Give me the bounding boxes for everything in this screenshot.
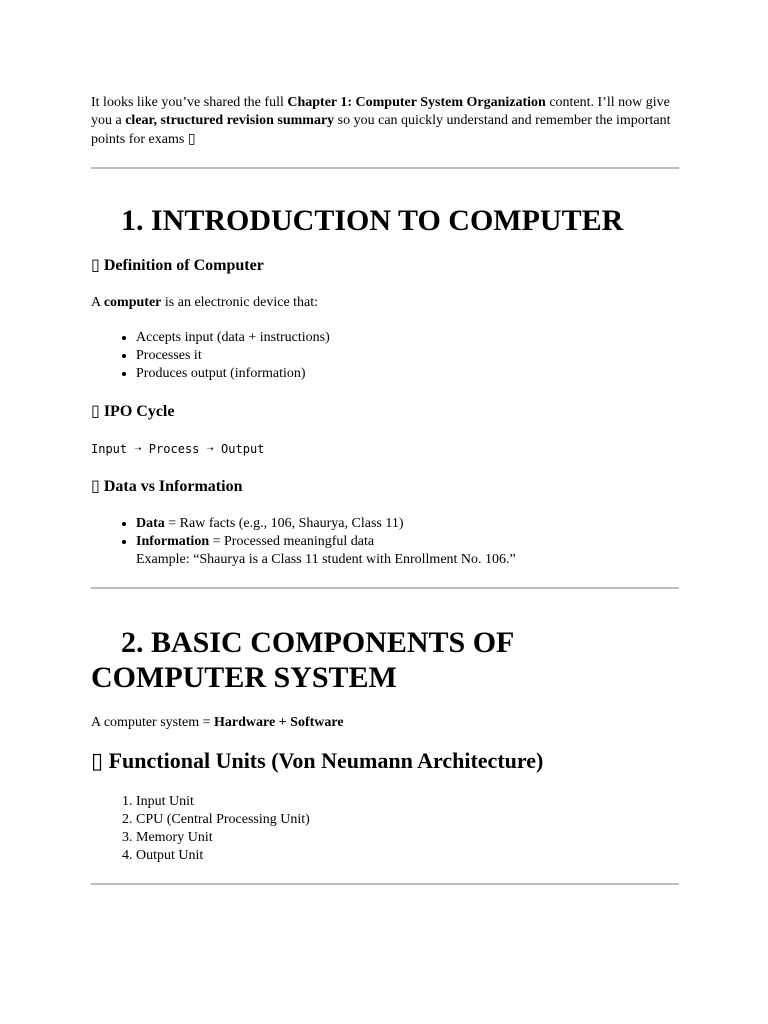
data-label: Data bbox=[136, 516, 165, 531]
information-label: Information bbox=[136, 534, 210, 549]
list-item bbox=[136, 533, 679, 569]
section-1-heading bbox=[91, 203, 679, 238]
list-item: 2. CPU (Central Processing Unit) bbox=[136, 811, 679, 829]
list-item: • Produces output (information) bbox=[136, 365, 679, 383]
data-vs-information-heading-text: Data vs Information bbox=[103, 478, 243, 495]
list-item: • Accepts input (data + instructions) bbox=[136, 329, 679, 347]
section-divider bbox=[91, 587, 679, 589]
intro-chapter-title: Chapter 1: Computer System Organization bbox=[287, 95, 546, 110]
list-item: 3. Memory Unit bbox=[136, 829, 679, 847]
emoji-placeholder-icon: ▯ bbox=[91, 401, 100, 420]
ipo-flow: Input ➝ Process ➝ Output bbox=[91, 442, 265, 456]
section-divider bbox=[91, 883, 679, 885]
intro-paragraph bbox=[91, 94, 679, 149]
equation-text: A computer system = bbox=[91, 715, 214, 730]
functional-units-heading bbox=[91, 748, 679, 775]
definition-list bbox=[91, 329, 679, 383]
equation-bold: Hardware + Software bbox=[214, 715, 344, 730]
section-1-heading-text: 1. INTRODUCTION TO COMPUTER bbox=[121, 204, 624, 237]
list-item: 4. Output Unit bbox=[136, 847, 679, 865]
computer-definition bbox=[91, 294, 679, 312]
definition-heading-text: Definition of Computer bbox=[103, 257, 264, 274]
information-example: Example: “Shaurya is a Class 11 student with Enrollment No. 106.” bbox=[136, 552, 516, 567]
emoji-placeholder-icon: ▯ bbox=[187, 131, 196, 147]
ipo-heading bbox=[91, 401, 679, 422]
intro-text-2: content. I’ll now give you a bbox=[91, 95, 670, 128]
definition-lead-a: A bbox=[91, 295, 104, 310]
emoji-placeholder-icon: ▯ bbox=[91, 255, 100, 274]
data-text: = Raw facts (e.g., 106, Shaurya, Class 11) bbox=[164, 516, 404, 531]
intro-text-3: so you can quickly understand and remember the important points for exams bbox=[91, 113, 671, 147]
definition-heading bbox=[91, 255, 679, 276]
functional-units-list bbox=[91, 793, 679, 865]
definition-lead-rest: is an electronic device that: bbox=[161, 295, 319, 310]
section-2-heading bbox=[91, 625, 679, 695]
section-2-heading-line-1: 2. BASIC COMPONENTS OF bbox=[121, 626, 515, 659]
emoji-placeholder-icon: ▯ bbox=[91, 749, 104, 774]
list-item bbox=[136, 515, 679, 533]
emoji-placeholder-icon: ▯ bbox=[91, 476, 100, 495]
document-content bbox=[91, 94, 679, 885]
section-divider bbox=[91, 167, 679, 169]
ipo-heading-text: IPO Cycle bbox=[103, 403, 175, 420]
information-text: = Processed meaningful data bbox=[209, 534, 375, 549]
data-vs-information-heading bbox=[91, 476, 679, 497]
functional-units-heading-text: Functional Units (Von Neumann Architecture) bbox=[108, 748, 544, 773]
definition-term: computer bbox=[103, 295, 162, 310]
intro-summary-phrase: clear, structured revision summary bbox=[125, 113, 335, 128]
list-item: 1. Input Unit bbox=[136, 793, 679, 811]
intro-text-1: It looks like you’ve shared the full bbox=[91, 95, 288, 110]
section-2-heading-line-2: COMPUTER SYSTEM bbox=[91, 661, 397, 694]
data-vs-information-list bbox=[91, 515, 679, 569]
list-item: • Processes it bbox=[136, 347, 679, 365]
computer-system-equation bbox=[91, 714, 679, 732]
